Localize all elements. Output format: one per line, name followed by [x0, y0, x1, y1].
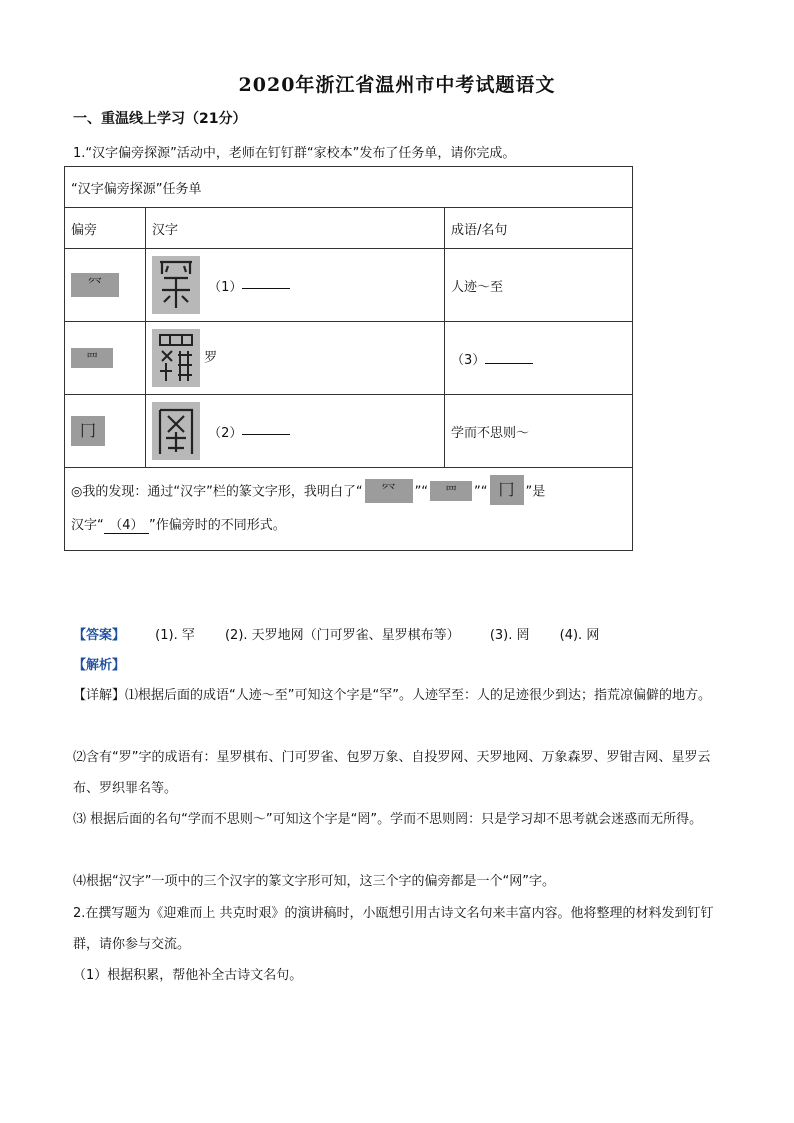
explanation-paragraph: ⑶ 根据后面的名句“学而不思则～”可知这个字是“罔”。学而不思则罔：只是学习却不思考就会迷惑而无所得。	[73, 812, 703, 827]
note-text: ”是	[525, 484, 546, 500]
column-header-hanzi: 汉字	[146, 208, 445, 249]
page-title: 2020年浙江省温州市中考试题语文	[238, 74, 556, 96]
idiom-cell: 学而不思则～	[445, 395, 633, 468]
answer-item: (2). 天罗地网（门可罗雀、星罗棋布等）	[224, 628, 460, 643]
hanzi-cell	[146, 249, 445, 322]
explanation-paragraph: ⑵含有“罗”字的成语有：星罗棋布、门可罗雀、包罗万象、自投罗网、天罗地网、万象森罗、罗钳吉网、星罗云布、罗织罪名等。	[73, 750, 711, 796]
note-text: ”“	[474, 484, 488, 500]
radical-image: ⺲	[430, 475, 472, 509]
radical-image: 冂	[71, 416, 105, 446]
answer-item: (4). 网	[559, 628, 600, 643]
explanation-paragraph: 【详解】⑴根据后面的成语“人迹～至”可知这个字是“罕”。人迹罕至：人的足迹很少到达；指荒凉偏僻的地方。	[73, 688, 711, 703]
section-heading: 一、重温线上学习（21分）	[73, 111, 247, 127]
radical-cell	[65, 322, 146, 395]
blank-line	[242, 276, 290, 289]
answer-item: (3). 罔	[489, 628, 530, 643]
radical-cell	[65, 249, 146, 322]
answer-item: (1). 罕	[155, 628, 195, 643]
hanzi-label: 罗	[204, 350, 218, 366]
question-2-text: 2.在撰写题为《迎难而上 共克时艰》的演讲稿时，小瓯想引用古诗文名句来丰富内容。他将整理的材料发到钉钉群，请你参与交流。	[73, 906, 714, 952]
answer-line	[73, 624, 625, 643]
hanzi-cell	[146, 322, 445, 395]
note-text: ”作偏旁时的不同形式。	[149, 518, 286, 534]
blank-line	[242, 422, 290, 435]
radical-cell	[65, 395, 146, 468]
blank-1-label: （1）	[208, 279, 243, 295]
analysis-tag: 【解析】	[73, 658, 126, 673]
blank-4: （4）	[104, 518, 149, 534]
blank-line	[485, 351, 533, 364]
note-text: ”“	[414, 484, 429, 500]
radical-image: ⺳	[365, 475, 413, 509]
table-title: “汉字偏旁探源”任务单	[65, 167, 633, 208]
radical-image: 冂	[490, 475, 524, 509]
explanation-paragraph: ⑷根据“汉字”一项中的三个汉字的篆文字形可知，这三个字的偏旁都是一个“网”字。	[73, 874, 555, 889]
radical-image: ⺲	[71, 348, 113, 368]
radical-image: ⺳	[71, 273, 119, 297]
seal-script-image	[152, 256, 200, 314]
idiom-cell	[445, 322, 633, 395]
question-1-text: 1.“汉字偏旁探源”活动中，老师在钉钉群“家校本”发布了任务单，请你完成。	[73, 146, 516, 161]
blank-3-label: （3）	[451, 352, 486, 368]
hanzi-cell	[146, 395, 445, 468]
task-table	[64, 166, 633, 551]
column-header-idiom: 成语/名句	[445, 208, 633, 249]
answer-tag: 【答案】	[73, 628, 126, 643]
seal-script-image	[152, 329, 200, 387]
discovery-note	[65, 468, 633, 551]
idiom-cell: 人迹～至	[445, 249, 633, 322]
blank-2-label: （2）	[208, 425, 243, 441]
column-header-radical: 偏旁	[65, 208, 146, 249]
question-2-sub: （1）根据积累，帮他补全古诗文名句。	[73, 968, 303, 983]
note-text: ◎我的发现：通过“汉字”栏的篆文字形，我明白了“	[71, 484, 363, 500]
note-text: 汉字“	[71, 518, 104, 534]
seal-script-image	[152, 402, 200, 460]
